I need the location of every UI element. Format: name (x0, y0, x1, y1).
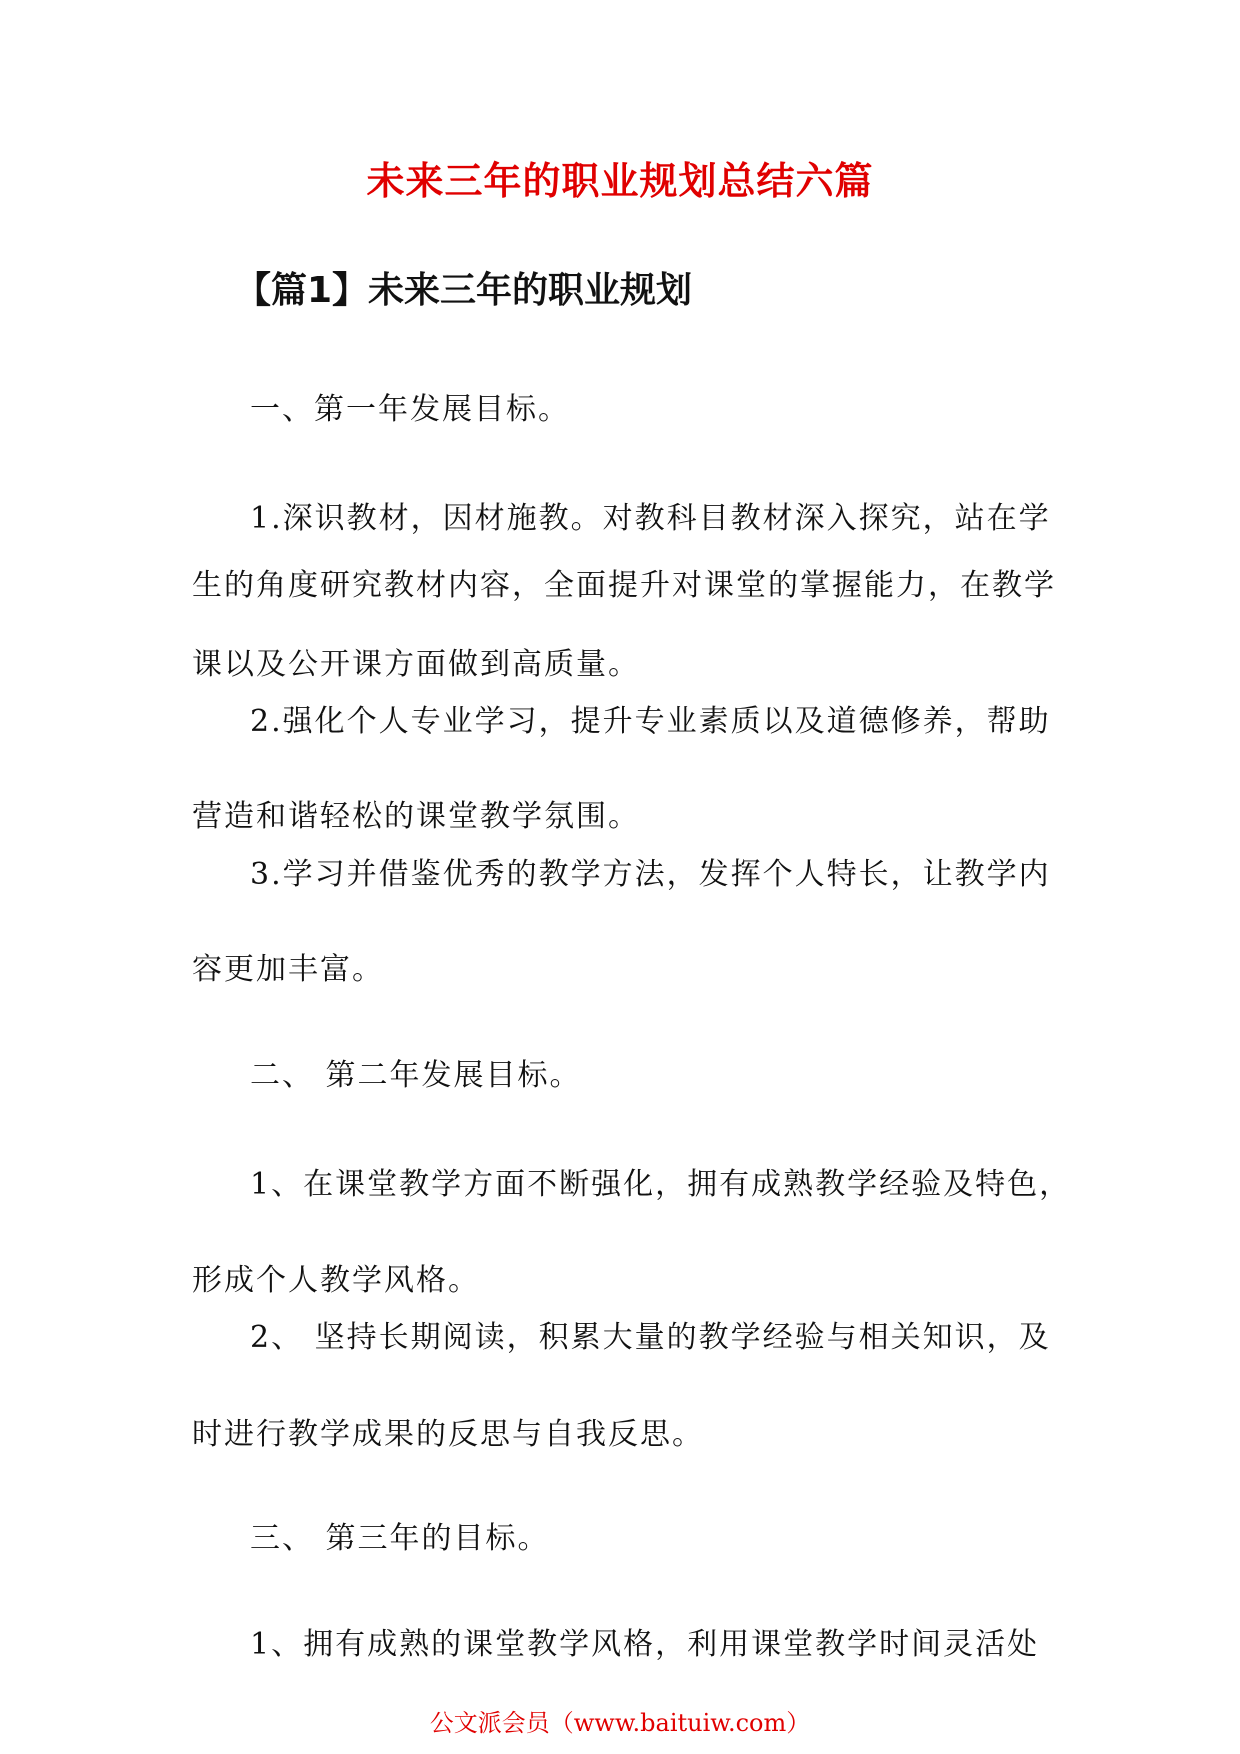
paragraph-line: 时进行教学成果的反思与自我反思。 (192, 1417, 704, 1452)
paragraph-line: 2、 坚持长期阅读，积累大量的教学经验与相关知识，及 (250, 1320, 1051, 1355)
paragraph-line: 3.学习并借鉴优秀的教学方法，发挥个人特长，让教学内 (250, 857, 1051, 892)
section-heading: 【篇1】未来三年的职业规划 (235, 270, 693, 311)
paragraph-line: 容更加丰富。 (192, 952, 384, 987)
footer-watermark-link[interactable]: 公文派会员（www.baituiw.com） (429, 1709, 811, 1737)
paragraph-line: 二、 第二年发展目标。 (250, 1058, 582, 1093)
document-title: 未来三年的职业规划总结六篇 (366, 159, 874, 203)
paragraph-line: 三、 第三年的目标。 (250, 1521, 550, 1556)
paragraph-line: 1、在课堂教学方面不断强化，拥有成熟教学经验及特色， (250, 1167, 1072, 1202)
paragraph-line: 一、第一年发展目标。 (250, 392, 570, 427)
paragraph-line: 生的角度研究教材内容，全面提升对课堂的掌握能力，在教学 (192, 568, 1056, 603)
paragraph-line: 1、拥有成熟的课堂教学风格，利用课堂教学时间灵活处 (250, 1627, 1040, 1662)
paragraph-line: 1.深识教材，因材施教。对教科目教材深入探究，站在学 (250, 501, 1051, 536)
paragraph-line: 课以及公开课方面做到高质量。 (192, 647, 640, 682)
paragraph-line: 营造和谐轻松的课堂教学氛围。 (192, 799, 640, 834)
paragraph-line: 2.强化个人专业学习，提升专业素质以及道德修养，帮助 (250, 704, 1051, 739)
paragraph-line: 形成个人教学风格。 (192, 1263, 480, 1298)
